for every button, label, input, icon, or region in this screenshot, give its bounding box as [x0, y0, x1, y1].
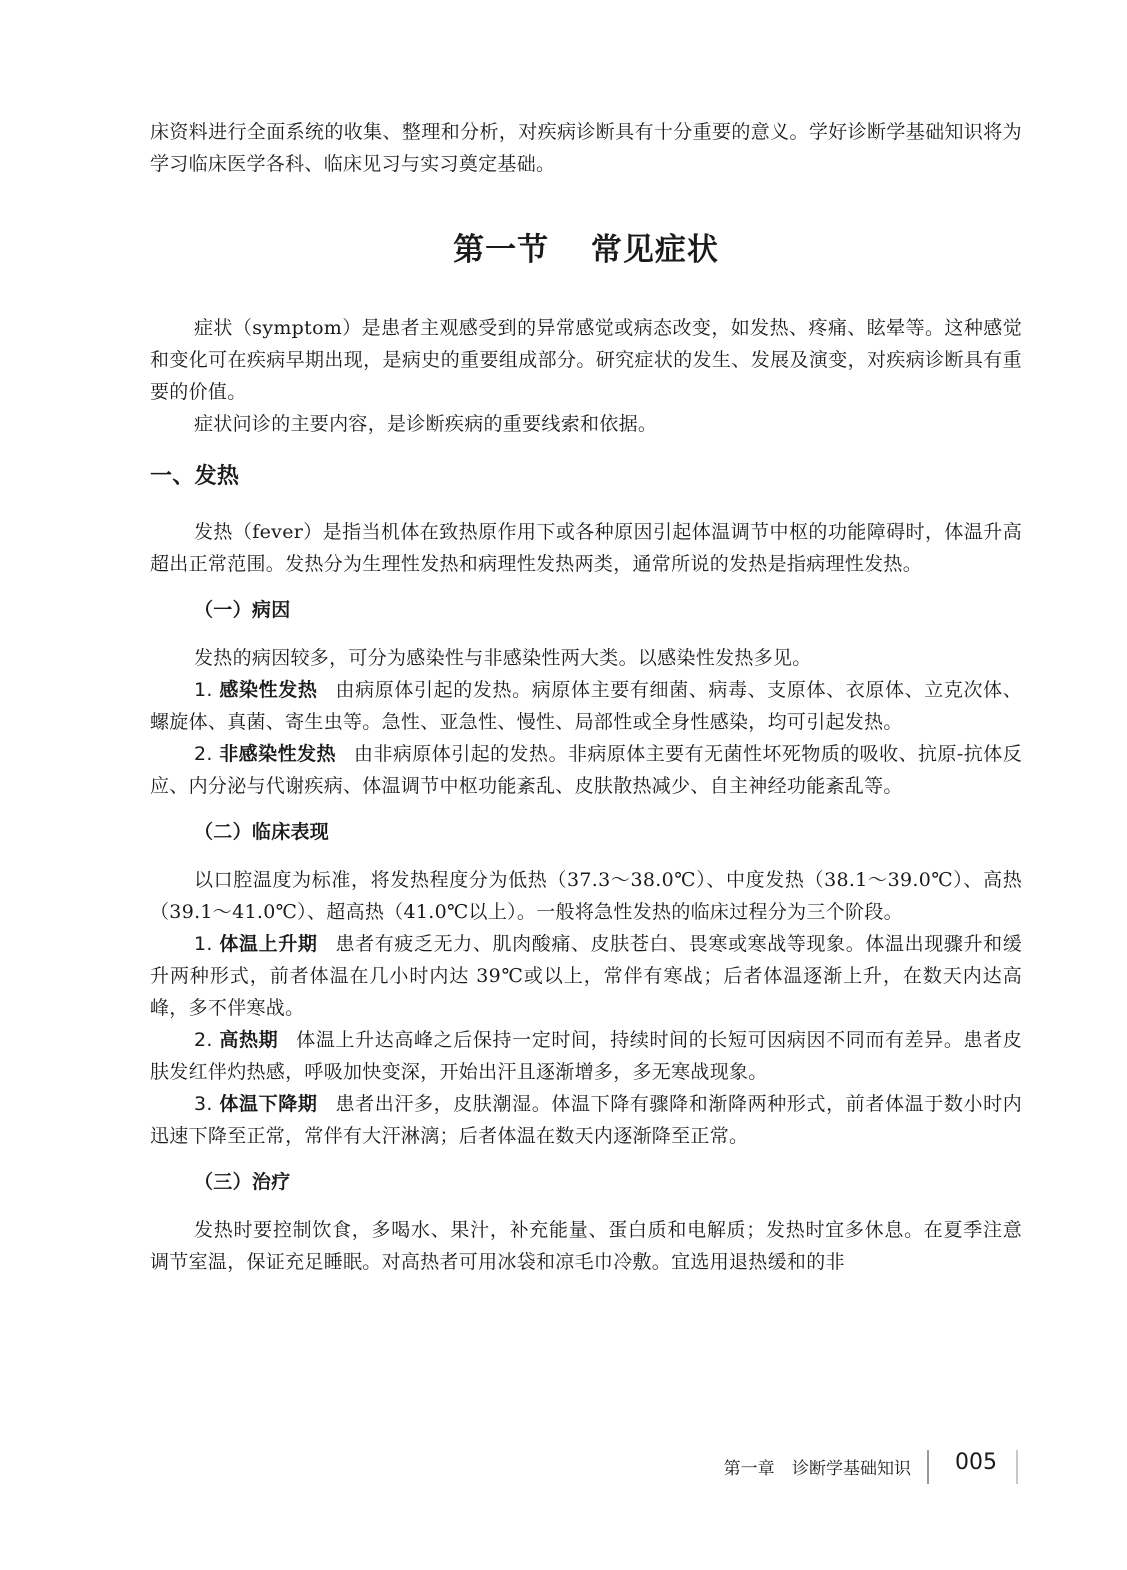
item-term: 体温下降期: [219, 1093, 318, 1115]
list-item: [150, 928, 1022, 1024]
fever-definition-paragraph: 发热（fever）是指当机体在致热原作用下或各种原因引起体温调节中枢的功能障碍时，体温升高超出正常范围。发热分为生理性发热和病理性发热两类，通常所说的发热是指病理性发热。: [150, 521, 1022, 575]
item-text: 患者有疲乏无力、肌肉酸痛、皮肤苍白、畏寒或寒战等现象。体温出现骤升和缓升两种形式，前者体温在几小时内达 39℃或以上，常伴有寒战；后者体温逐渐上升，在数天内达高峰，多不伴寒战。: [150, 933, 1022, 1019]
item-number: 3.: [194, 1093, 213, 1115]
item-term: 非感染性发热: [219, 743, 336, 765]
footer-divider: [927, 1450, 929, 1484]
page-number: 005: [955, 1450, 997, 1475]
subheading-clinical-manifestation: （二）临床表现: [194, 821, 330, 843]
page-footer: [0, 1450, 1127, 1490]
treatment-paragraph: 发热时要控制饮食，多喝水、果汁，补充能量、蛋白质和电解质；发热时宜多休息。在夏季注意调节室温，保证充足睡眠。对高热者可用冰袋和凉毛巾冷敷。宜选用退热缓和的非: [150, 1219, 1022, 1273]
item-number: 2.: [194, 1029, 213, 1051]
item-term: 感染性发热: [219, 679, 318, 701]
list-item: [150, 738, 1022, 802]
item-number: 1.: [194, 679, 213, 701]
list-item: [150, 1088, 1022, 1152]
footer-chapter-title: 第一章 诊断学基础知识: [723, 1459, 911, 1479]
item-text: 由病原体引起的发热。病原体主要有细菌、病毒、支原体、衣原体、立克次体、螺旋体、真菌、寄生虫等。急性、亚急性、慢性、局部性或全身性感染，均可引起发热。: [150, 679, 1022, 733]
symptom-definition-paragraph: 症状（symptom）是患者主观感受到的异常感觉或病态改变，如发热、疼痛、眩晕等。这种感觉和变化可在疾病早期出现，是病史的重要组成部分。研究症状的发生、发展及演变，对疾病诊断具有重要的价值。: [150, 317, 1022, 403]
symptom-inquiry-paragraph: 症状问诊的主要内容，是诊断疾病的重要线索和依据。: [194, 413, 658, 435]
subheading-treatment: （三）治疗: [194, 1171, 291, 1193]
footer-edge-divider: [1016, 1450, 1018, 1484]
item-number: 1.: [194, 933, 213, 955]
heading-fever: 一、发热: [150, 464, 240, 489]
section-title: 第一节 常见症状: [453, 232, 719, 268]
item-term: 高热期: [219, 1029, 279, 1051]
intro-paragraph: 床资料进行全面系统的收集、整理和分析，对疾病诊断具有十分重要的意义。学好诊断学基础知识将为学习临床医学各科、临床见习与实习奠定基础。: [150, 121, 1022, 175]
item-text: 体温上升达高峰之后保持一定时间，持续时间的长短可因病因不同而有差异。患者皮肤发红伴灼热感，呼吸加快变深，开始出汗且逐渐增多，多无寒战现象。: [150, 1029, 1022, 1083]
etiology-paragraph: 发热的病因较多，可分为感染性与非感染性两大类。以感染性发热多见。: [194, 647, 812, 669]
clinical-paragraph: 以口腔温度为标准，将发热程度分为低热（37.3～38.0℃）、中度发热（38.1～39.0℃）、高热（39.1～41.0℃）、超高热（41.0℃以上）。一般将急性发热的临床过程分为三个阶段。: [150, 869, 1022, 923]
list-item: [150, 674, 1022, 738]
page-content: [150, 116, 1022, 1278]
list-item: [150, 1024, 1022, 1088]
subheading-etiology: （一）病因: [194, 599, 291, 621]
item-text: 由非病原体引起的发热。非病原体主要有无菌性坏死物质的吸收、抗原-抗体反应、内分泌与代谢疾病、体温调节中枢功能紊乱、皮肤散热减少、自主神经功能紊乱等。: [150, 743, 1023, 797]
item-term: 体温上升期: [219, 933, 318, 955]
item-number: 2.: [194, 743, 213, 765]
item-text: 患者出汗多，皮肤潮湿。体温下降有骤降和渐降两种形式，前者体温于数小时内迅速下降至正常，常伴有大汗淋漓；后者体温在数天内逐渐降至正常。: [150, 1093, 1022, 1147]
